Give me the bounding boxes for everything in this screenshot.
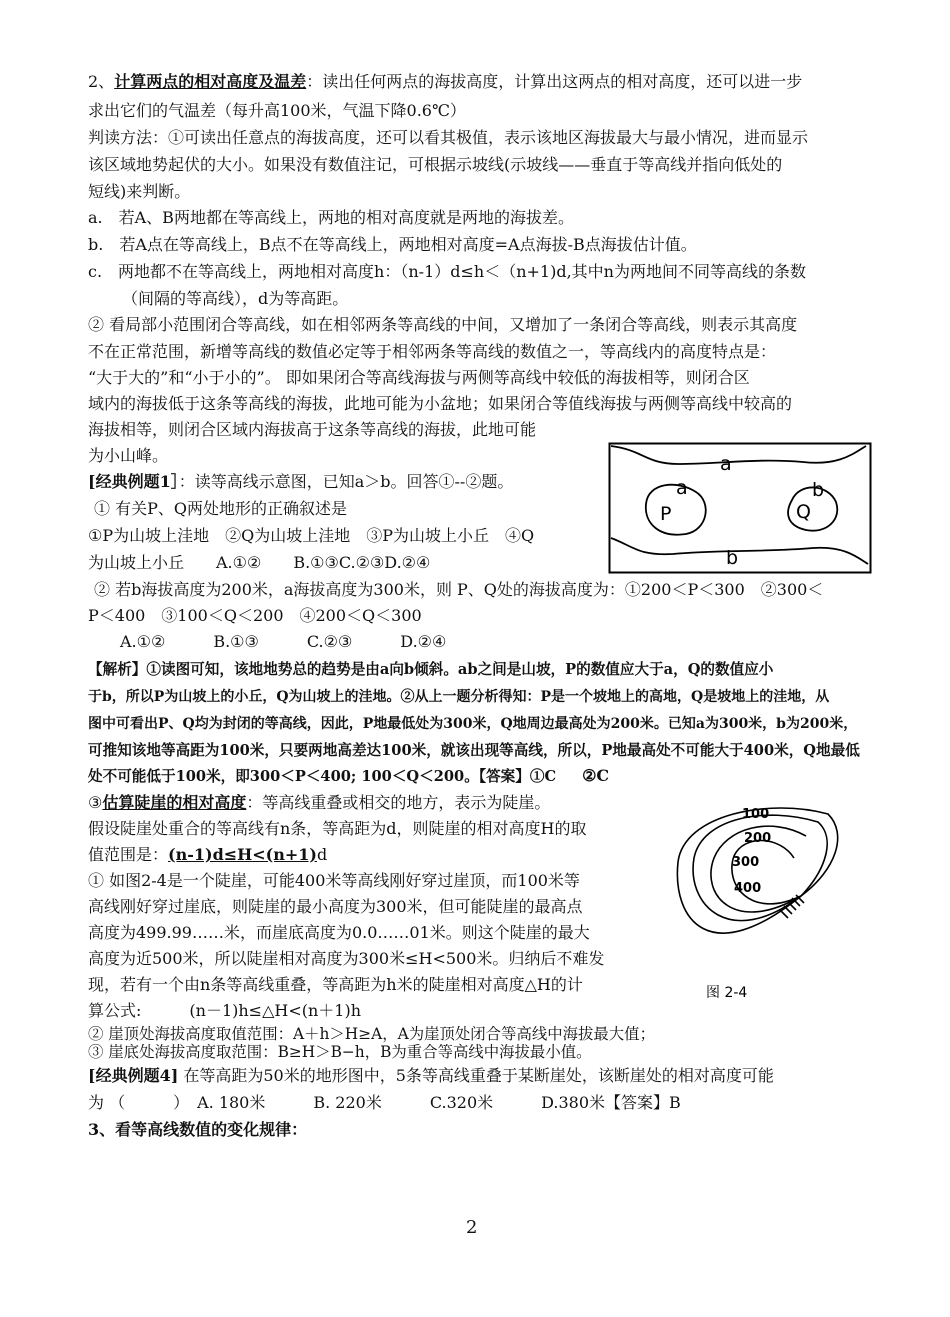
text: ：等高线重叠或相交的地方，表示为陡崖。 — [246, 793, 551, 812]
cliff-hachures — [780, 895, 804, 918]
line-3: 判读方法：①可读出任意点的海拔高度，还可以看其极值，表示该地区海拔最大与最小情况，进而显示 — [88, 128, 809, 147]
line-10: ② 看局部小范围闭合等高线，如在相邻两条等高线的中间，又增加了一条闭合等高线，则表示其高度 — [88, 315, 798, 334]
text: ：读出任何两点的海拔高度，计算出这两点的相对高度，还可以进一步 — [306, 72, 803, 91]
contour-figure-pq — [608, 442, 872, 574]
label-b-right: b — [812, 479, 825, 501]
line-14: 海拔相等，则闭合区域内海拔高于这条等高线的海拔，此地可能 — [88, 420, 537, 439]
line-9: （间隔的等高线），d为等高距。 — [122, 289, 349, 308]
label-100: 100 — [742, 807, 770, 822]
line-40: 为 （ ） A. 180米 B. 220米 C.320米 D.380米【答案】B — [88, 1093, 681, 1112]
label-b-bottom: b — [726, 547, 739, 569]
text: ③ — [88, 793, 103, 812]
label-p: P — [660, 503, 672, 525]
line-26: 可推知该地等高距为100米，只要两地高差达100米，就该出现等高线，所以，P地最高处不可能大于400米，Q地最低 — [88, 742, 860, 759]
line-12: “大于大的”和“小于小的”。 即如果闭合等高线海拔与两侧等高线中较低的海拔相等，则闭合区 — [88, 368, 750, 387]
line-38: ③ 崖底处海拔高度取范围：B≥H＞B−h，B为重合等高线中海拔最小值。 — [88, 1043, 592, 1061]
subsection-heading: 估算陡崖的相对高度 — [102, 793, 247, 812]
figure-caption: 图 2-4 — [706, 985, 748, 1000]
cliff-contour-figure — [670, 800, 850, 1000]
label-300: 300 — [732, 855, 760, 870]
line-29: 假设陡崖处重合的等高线有n条，等高距为d，则陡崖的相对高度H的取 — [88, 819, 587, 838]
line-4: 该区域地势起伏的大小。如果没有数值注记，可根据示坡线(示坡线——垂直于等高线并指向低处的 — [88, 155, 783, 174]
formula: (n-1)d≤H<(n+1) — [168, 845, 317, 864]
example-heading: [经典例题4] — [88, 1066, 179, 1085]
line-41: 3、看等高线数值的变化规律： — [88, 1120, 308, 1139]
line-24: 于b，所以P为山坡上的小丘，Q为山坡上的洼地。②从上一题分析得知：P是一个坡地上的高地，Q是坡地上的洼地，从 — [88, 689, 830, 705]
page-number: 2 — [466, 1217, 478, 1238]
line-2: 求出它们的气温差（每升高100米，气温下降0.6℃） — [88, 101, 466, 120]
line-7: b. 若A点在等高线上，B点不在等高线上，两地相对高度=A点海拔-B点海拔估计值。 — [88, 235, 697, 254]
line-21: P＜400 ③100＜Q＜200 ④200＜Q＜300 — [88, 606, 422, 625]
line-28 — [88, 793, 550, 813]
line-36: 算公式: (n－1)h≤△H<(n＋1)h — [88, 1001, 362, 1020]
line-19: 为山坡上小丘 A.①② B.①③C.②③D.②④ — [88, 553, 431, 572]
answer-text: 处不可能低于100米，即300＜P＜400; 100＜Q＜200。【答案】①C — [88, 768, 557, 785]
text: 值范围是： — [88, 845, 169, 864]
line-27 — [88, 766, 609, 787]
line-34: 高度为近500米，所以陡崖相对高度为300米≤H<500米。归纳后不难发 — [88, 949, 605, 968]
line-8: c. 两地都不在等高线上，两地相对高度h：（n-1）d≤h＜（n+1)d,其中n为两地间不同等高线的条数 — [88, 262, 806, 281]
line-33: 高度为499.99……米，而崖底高度为0.0……01米。则这个陡崖的最大 — [88, 923, 590, 942]
line-18: ①P为山坡上洼地 ②Q为山坡上洼地 ③P为山坡上小丘 ④Q — [88, 526, 535, 545]
line-15: 为小山峰。 — [88, 446, 169, 465]
contour-b — [611, 538, 868, 564]
contour-a — [611, 446, 866, 464]
label-q: Q — [796, 501, 811, 523]
example-heading: [经典例题1］ — [88, 472, 179, 491]
line-13: 域内的海拔低于这条等高线的海拔，此地可能为小盆地；如果闭合等值线海拔与两侧等高线中较高的 — [88, 394, 793, 413]
section-number: 2、 — [88, 72, 115, 91]
line-25: 图中可看出P、Q均为封闭的等高线，因此，P地最低处为300米，Q地周边最高处为200米。已知a为300米，b为200米， — [88, 716, 858, 732]
line-6: a. 若A、B两地都在等高线上，两地的相对高度就是两地的海拔差。 — [88, 208, 574, 227]
line-20: ② 若b海拔高度为200米，a海拔高度为300米，则 P、Q处的海拔高度为：①200＜P＜300 ②300＜ — [94, 580, 824, 599]
line-5: 短线)来判断。 — [88, 182, 191, 201]
line-11: 不在正常范围，新增等高线的数值必定等于相邻两条等高线的数值之一，等高线内的高度特点是： — [88, 342, 777, 361]
text: ：读等高线示意图，已知a＞b。回答①--②题。 — [178, 472, 514, 491]
line-35: 现，若有一个由n条等高线重叠，等高距为h米的陡崖相对高度△H的计 — [88, 975, 583, 994]
line-31: ① 如图2-4是一个陡崖，可能400米等高线刚好穿过崖顶，而100米等 — [88, 871, 580, 890]
label-400: 400 — [734, 881, 762, 896]
text: d — [317, 845, 328, 864]
answer-text: ②C — [582, 766, 610, 785]
line-30 — [88, 845, 327, 865]
text: 在等高距为50米的地形图中，5条等高线重叠于某断崖处，该断崖处的相对高度可能 — [178, 1066, 774, 1085]
line-39 — [88, 1066, 774, 1086]
label-a-top: a — [720, 453, 732, 475]
line-32: 高线刚好穿过崖底，则陡崖的最小高度为300米，但可能陡崖的最高点 — [88, 897, 583, 916]
label-a-left: a — [676, 477, 688, 499]
label-200: 200 — [744, 831, 772, 846]
line-23: 【解析】①读图可知，该地地势总的趋势是由a向b倾斜。ab之间是山坡，P的数值应大于a，Q的数值应小 — [88, 661, 774, 678]
line-17: ① 有关P、Q两处地形的正确叙述是 — [94, 499, 347, 518]
line-1 — [88, 72, 802, 92]
line-37: ② 崖顶处海拔高度取值范围：A＋h＞H≥A，A为崖顶处闭合等高线中海拔最大值； — [88, 1025, 655, 1043]
line-22: A.①② B.①③ C.②③ D.②④ — [120, 632, 447, 651]
section-heading: 计算两点的相对高度及温差 — [114, 72, 307, 91]
line-16 — [88, 472, 513, 492]
